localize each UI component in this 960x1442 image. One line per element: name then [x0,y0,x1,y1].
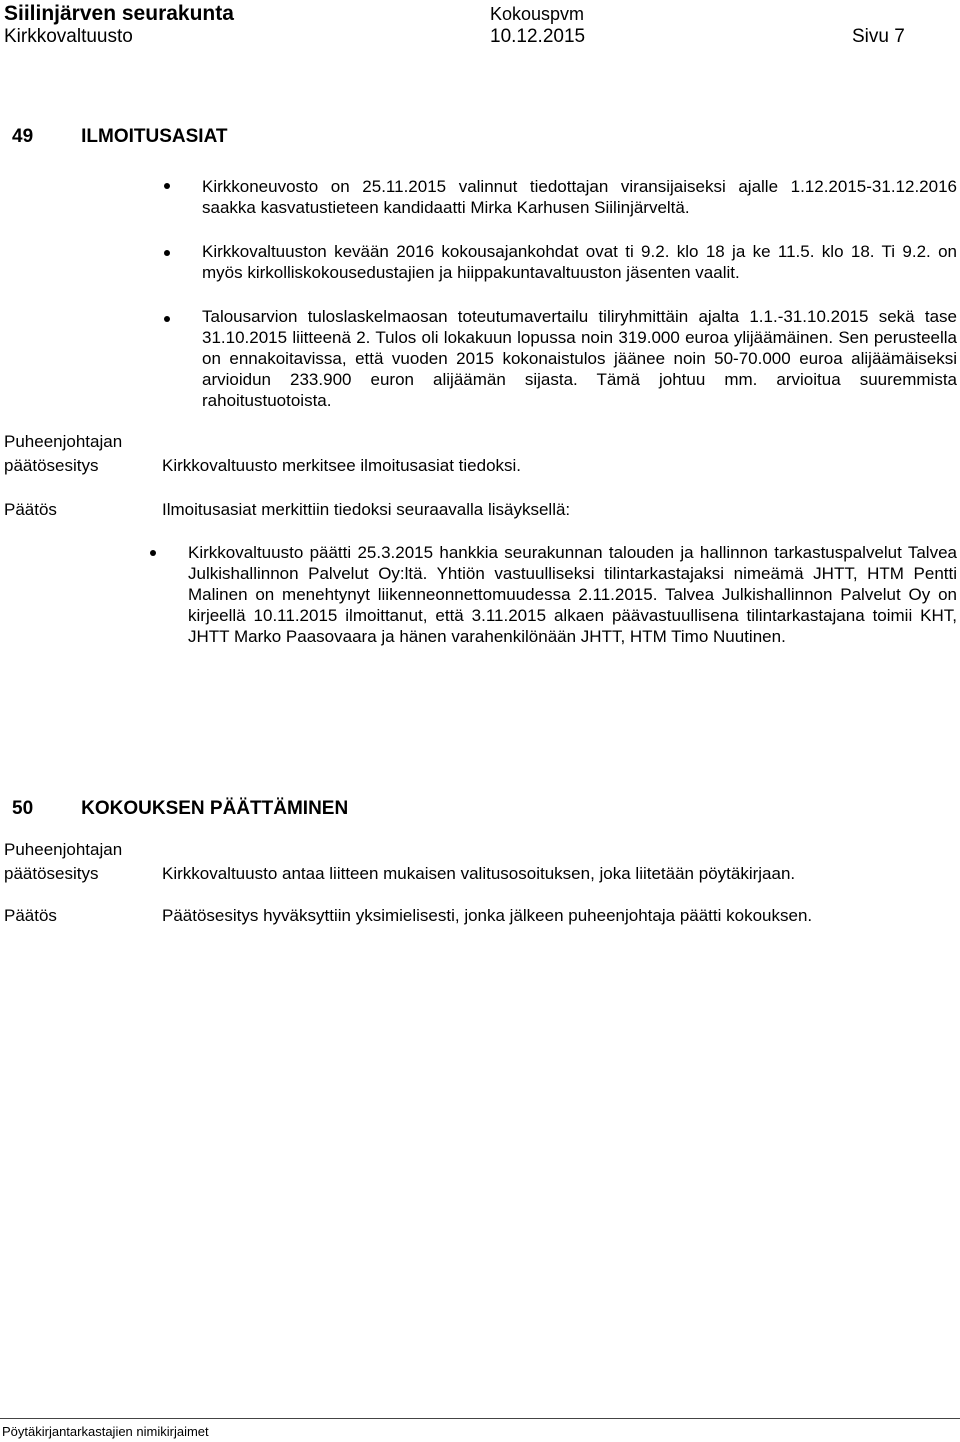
list-item: Kirkkoneuvosto on 25.11.2015 valinnut tiedottajan viransijaiseksi ajalle 1.12.2015-31.12.2016 saakka kasvatustieteen kandidaatti Mirka Karhusen Siilinjärveltä. [202,177,957,217]
bullet-dot [150,550,156,556]
list-item: Talousarvion tuloslaskelmaosan toteutumavertailu tiliryhmittäin ajalta 1.1.-31.10.2015 sekä tase 31.10.2015 liitteenä 2. Tulos oli lokakuun lopussa noin 319.000 euroa ylijäämäinen. Sen perusteella on ennakoitavissa, että vuoden 2015 kokonaistulos jäänee noin 50-70.000 euroa alijäämäiseksi arvioidun 233.900 euron alijäämän sijasta. Tämä johtuu mm. arvioitua suuremmista rahoitustuotoista. [202,307,957,410]
bullet-dot [164,250,170,256]
proposal-text: Kirkkovaltuusto merkitsee ilmoitusasiat tiedoksi. [162,456,522,475]
decision-label: Päätös [4,906,57,925]
decision-text: Päätösesitys hyväksyttiin yksimielisesti, jonka jälkeen puheenjohtaja päätti kokouksen. [162,906,813,925]
body-name: Kirkkovaltuusto [4,26,133,47]
meeting-date: 10.12.2015 [490,26,586,47]
section-number: 50 [12,798,34,819]
page-number: Sivu 7 [852,26,905,47]
section-49-heading [12,126,228,148]
proposal-label: päätösesitys [4,456,99,475]
proposal-label: Puheenjohtajan [4,840,123,859]
footer-rule [0,1418,960,1419]
section-number: 49 [12,126,34,147]
proposal-text: Kirkkovaltuusto antaa liitteen mukaisen valitusosoituksen, joka liitetään pöytäkirjaan. [162,864,796,883]
proposal-label: päätösesitys [4,864,99,883]
meeting-date-label: Kokouspvm [490,4,585,24]
list-item: Kirkkovaltuuston kevään 2016 kokousajankohdat ovat ti 9.2. klo 18 ja ke 11.5. klo 18. Ti 9.2. on myös kirkolliskokousedustajien ja hiippakuntavaltuuston jäsenten vaalit. [202,242,957,282]
bullet-dot [164,316,170,322]
section-title: KOKOUKSEN PÄÄTTÄMINEN [81,798,349,819]
section-title: ILMOITUSASIAT [81,126,228,147]
decision-label: Päätös [4,500,57,519]
decision-text: Ilmoitusasiat merkittiin tiedoksi seuraavalla lisäyksellä: [162,500,571,519]
footer-label: Pöytäkirjantarkastajien nimikirjaimet [2,1424,209,1439]
bullet-dot [164,183,170,189]
section-50-heading [12,798,348,820]
proposal-label: Puheenjohtajan [4,432,123,451]
decision-list-item: Kirkkovaltuusto päätti 25.3.2015 hankkia seurakunnan talouden ja hallinnon tarkastuspalvelut Talvea Julkishallinnon Palvelut Oy:ltä. Yhtiön vastuulliseksi tilintarkastajaksi nimeämä JHTT, HTM Pentti Malinen on menehtynyt liikenneonnettomuudessa 2.11.2015. Talvea Julkishallinnon Palvelut Oy on kirjeellä 10.11.2015 ilmoittanut, että 3.11.2015 alkaen päävastuullisena tilintarkastajana toimii KHT, JHTT Marko Paasovaara ja hänen varahenkilönään JHTT, HTM Timo Nuutinen. [188,543,957,646]
organization-name: Siilinjärven seurakunta [4,2,234,25]
